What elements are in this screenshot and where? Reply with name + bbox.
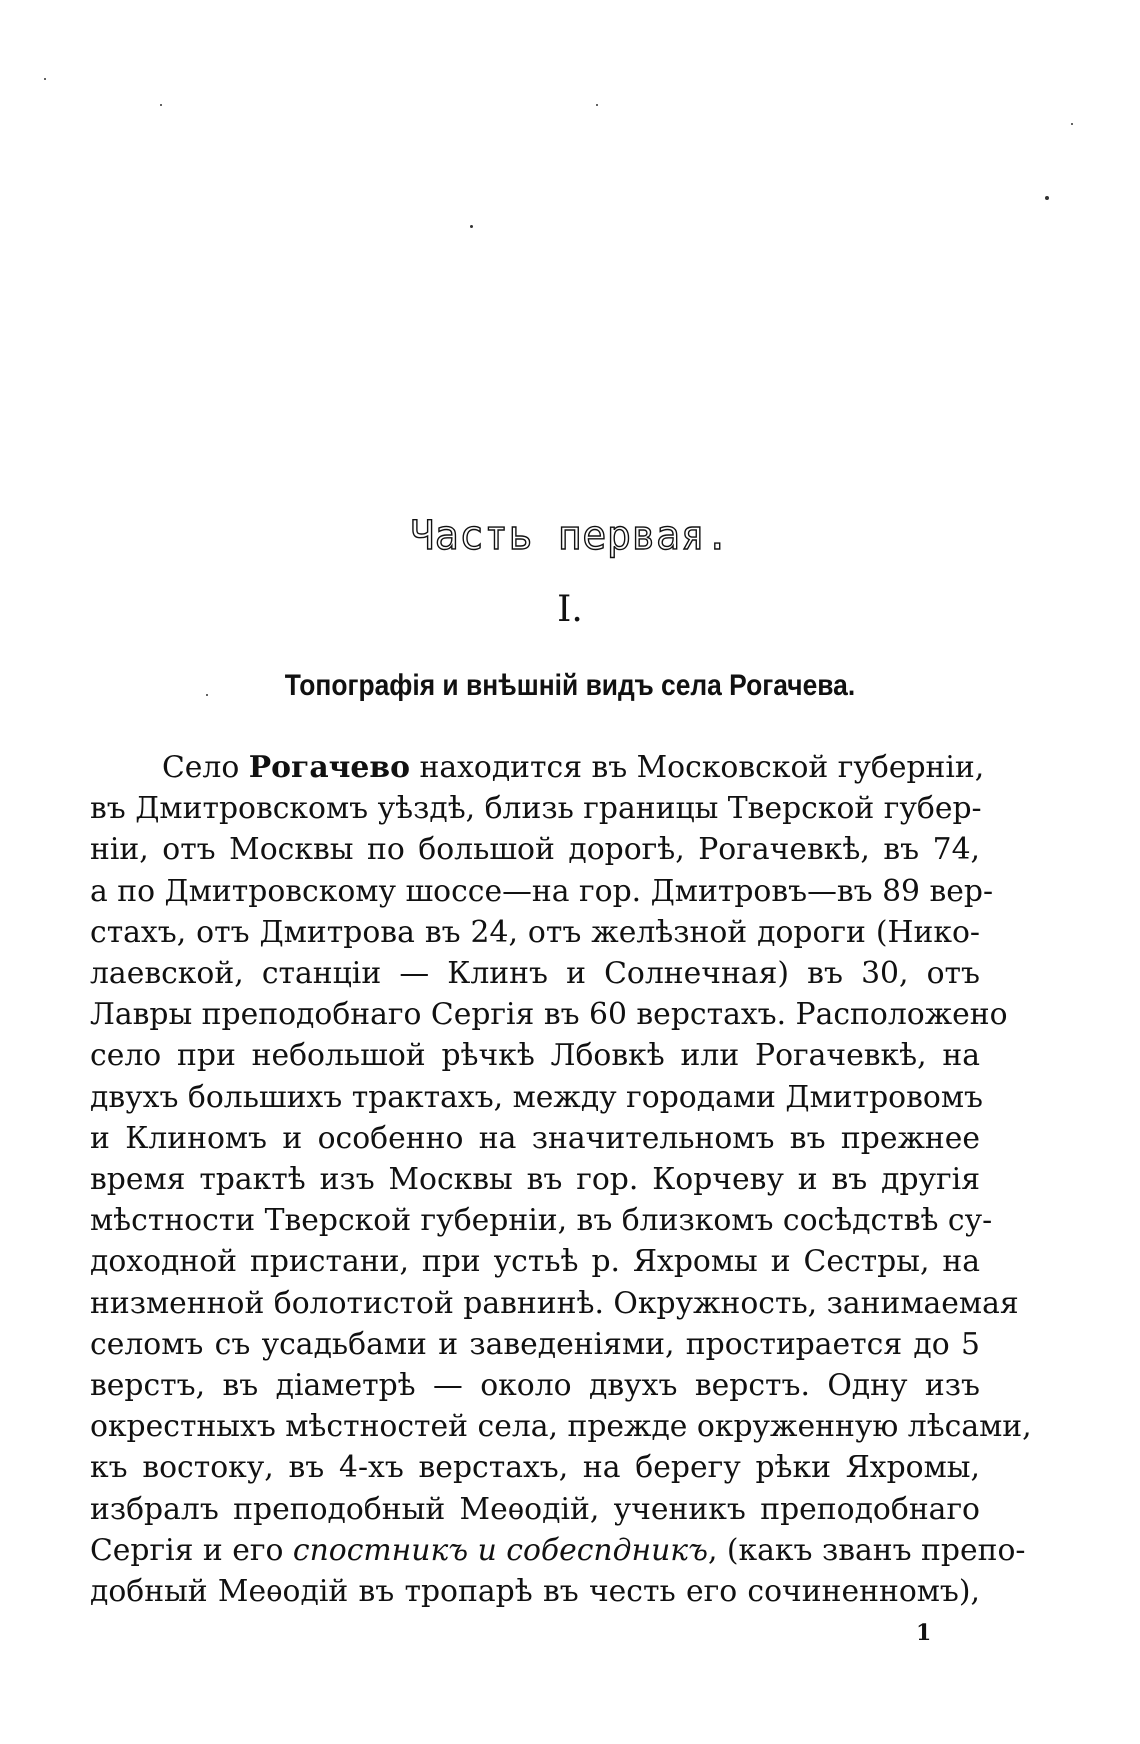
text-line: время трактѣ изъ Москвы въ гор. Корчеву и въ другія <box>90 1162 980 1198</box>
part-heading: Часть первая. <box>410 513 730 559</box>
scan-speck <box>596 104 598 106</box>
scan-speck <box>1071 123 1073 125</box>
text-line: лаевской, станціи — Клинъ и Солнечная) въ 30, отъ <box>90 956 980 992</box>
scan-speck <box>206 694 208 696</box>
text-line <box>90 747 985 788</box>
text-run: находится въ Московской губерніи, <box>409 750 985 785</box>
text-line: къ востоку, въ 4-хъ верстахъ, на берегу рѣки Яхромы, <box>90 1450 980 1486</box>
scan-speck <box>44 78 46 80</box>
scan-speck <box>470 225 473 228</box>
text-line <box>90 1530 1026 1571</box>
text-run: Село <box>162 750 249 785</box>
text-line: доходной пристани, при устьѣ р. Яхромы и Сестры, на <box>90 1244 980 1280</box>
text-line: а по Дмитровскому шоссе—на гор. Дмитровъ—въ 89 вер- <box>90 873 994 909</box>
chapter-number: I. <box>557 589 583 630</box>
text-line: избралъ преподобный Меѳодій, ученикъ преподобнаго <box>90 1491 980 1527</box>
page-number: 1 <box>916 1620 932 1646</box>
text-line: и Клиномъ и особенно на значительномъ въ прежнее <box>90 1120 980 1156</box>
body-text <box>90 747 1032 1612</box>
text-line: добный Меѳодій въ тропарѣ въ честь его сочиненномъ), <box>90 1574 980 1610</box>
text-run: Сергія и его <box>90 1532 293 1568</box>
italic-phrase: спостникъ и собеспдникъ <box>292 1532 708 1568</box>
text-line: двухъ большихъ трактахъ, между городами Дмитровомъ <box>90 1079 983 1115</box>
text-line: ніи, отъ Москвы по большой дорогѣ, Рогачевкѣ, въ 74, <box>90 832 980 868</box>
text-line: Лавры преподобнаго Сергія въ 60 верстахъ. Расположено <box>90 997 1008 1033</box>
scan-speck <box>160 104 162 106</box>
text-line: стахъ, отъ Дмитрова въ 24, отъ желѣзной дороги (Нико- <box>90 914 980 950</box>
text-run: , (какъ званъ препо- <box>707 1532 1026 1568</box>
text-line: село при небольшой рѣчкѣ Лбовкѣ или Рогачевкѣ, на <box>90 1038 980 1074</box>
text-line: мѣстности Тверской губерніи, въ близкомъ сосѣдствѣ су- <box>90 1203 993 1239</box>
chapter-title: Топографія и внѣшній видъ села Рогачева. <box>284 669 856 702</box>
text-line: окрестныхъ мѣстностей села, прежде окруженную лѣсами, <box>90 1409 1032 1445</box>
text-line: низменной болотистой равнинѣ. Окружность, занимаемая <box>90 1285 1019 1321</box>
text-line: селомъ съ усадьбами и заведеніями, простирается до 5 <box>90 1326 980 1362</box>
text-line: въ Дмитровскомъ уѣздѣ, близь границы Тверской губер- <box>90 791 982 827</box>
scan-speck <box>1045 196 1049 200</box>
text-line: верстъ, въ діаметрѣ — около двухъ верстъ. Одну изъ <box>90 1368 980 1404</box>
place-name-bold: Рогачево <box>248 750 410 785</box>
